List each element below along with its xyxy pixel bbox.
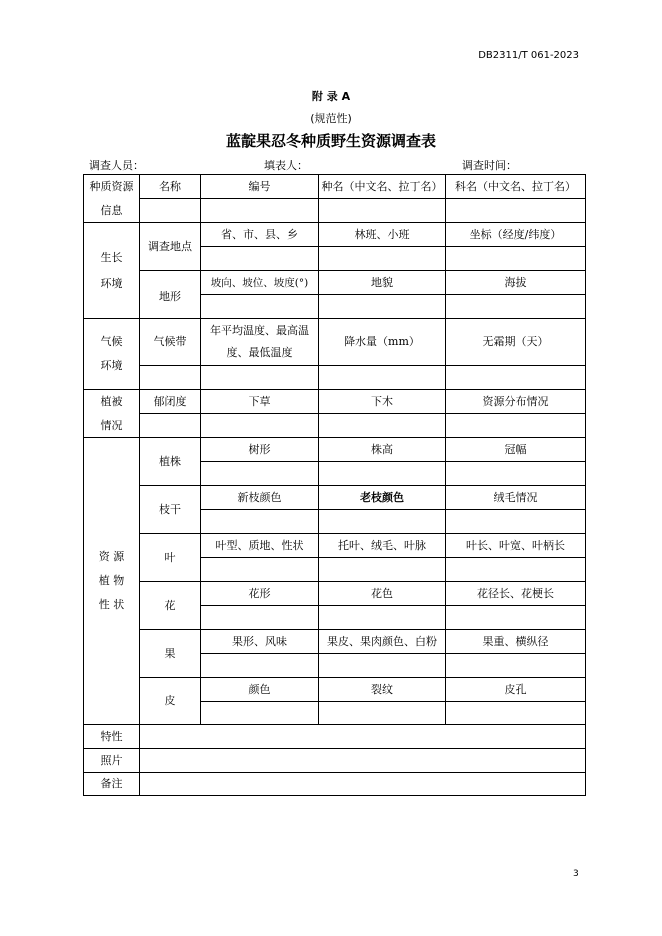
terrain-slope-label: 坡向、坡位、坡度(°) <box>200 270 318 294</box>
plant-traits-label: 资 源 植 物 性 状 <box>83 437 139 724</box>
bark-pore-label: 皮孔 <box>445 677 586 701</box>
col-number-header: 编号 <box>200 174 318 198</box>
terrain-label: 地形 <box>139 270 200 318</box>
flower-size-label: 花径长、花梗长 <box>445 581 586 605</box>
flower-size-value[interactable] <box>445 605 586 629</box>
flower-label: 花 <box>139 581 200 629</box>
branch-old-label: 老枝颜色 <box>318 485 445 509</box>
terrain-altitude-value[interactable] <box>445 294 586 318</box>
col-family-header: 科名（中文名、拉丁名） <box>445 174 586 198</box>
canopy-label: 郁闭度 <box>139 389 200 413</box>
document-code: DB2311/T 061-2023 <box>478 50 579 61</box>
vegetation-label: 植被 情况 <box>83 389 139 437</box>
filler-label: 填表人： <box>264 159 308 172</box>
survey-table <box>83 174 586 796</box>
climate-zone-label: 气候带 <box>139 318 200 365</box>
flower-shape-value[interactable] <box>200 605 318 629</box>
climate-frost-label: 无霜期（天） <box>445 318 586 365</box>
bark-color-label: 颜色 <box>200 677 318 701</box>
flower-color-value[interactable] <box>318 605 445 629</box>
remark-label: 备注 <box>83 772 139 796</box>
site-coord-label: 坐标（经度/纬度） <box>445 222 586 246</box>
fruit-weight-label: 果重、横纵径 <box>445 629 586 653</box>
name-value-cell[interactable] <box>139 198 200 222</box>
survey-time-label: 调查时间： <box>462 159 517 172</box>
page-number: 3 <box>573 869 579 879</box>
photo-label: 照片 <box>83 748 139 772</box>
survey-site-label: 调查地点 <box>139 222 200 270</box>
bark-label: 皮 <box>139 677 200 724</box>
branch-label: 枝干 <box>139 485 200 533</box>
climate-rain-value[interactable] <box>318 365 445 389</box>
leaf-type-label: 叶型、质地、性状 <box>200 533 318 557</box>
species-value-cell[interactable] <box>318 198 445 222</box>
climate-temp-label: 年平均温度、最高温 度、最低温度 <box>200 318 318 365</box>
flower-shape-label: 花形 <box>200 581 318 605</box>
feature-value[interactable] <box>139 724 586 748</box>
plant-shape-label: 树形 <box>200 437 318 461</box>
fruit-shape-label: 果形、风味 <box>200 629 318 653</box>
distribution-value[interactable] <box>445 413 586 437</box>
germplasm-info-label: 种质资源信息 <box>83 174 139 222</box>
under-wood-label: 下木 <box>318 389 445 413</box>
leaf-label: 叶 <box>139 533 200 581</box>
plant-height-label: 株高 <box>318 437 445 461</box>
plant-shape-value[interactable] <box>200 461 318 485</box>
fruit-label: 果 <box>139 629 200 677</box>
leaf-stipule-label: 托叶、绒毛、叶脉 <box>318 533 445 557</box>
leaf-size-label: 叶长、叶宽、叶柄长 <box>445 533 586 557</box>
climate-zone-value[interactable] <box>139 365 200 389</box>
under-grass-label: 下草 <box>200 389 318 413</box>
climate-rain-label: 降水量（mm） <box>318 318 445 365</box>
investigator-label: 调查人员： <box>89 159 144 172</box>
fruit-weight-value[interactable] <box>445 653 586 677</box>
number-value-cell[interactable] <box>200 198 318 222</box>
flower-color-label: 花色 <box>318 581 445 605</box>
remark-value[interactable] <box>139 772 586 796</box>
leaf-size-value[interactable] <box>445 557 586 581</box>
site-admin-label: 省、市、县、乡 <box>200 222 318 246</box>
under-grass-value[interactable] <box>200 413 318 437</box>
branch-new-label: 新枝颜色 <box>200 485 318 509</box>
plant-height-value[interactable] <box>318 461 445 485</box>
climate-temp-value[interactable] <box>200 365 318 389</box>
plant-crown-value[interactable] <box>445 461 586 485</box>
climate-frost-value[interactable] <box>445 365 586 389</box>
photo-value[interactable] <box>139 748 586 772</box>
leaf-stipule-value[interactable] <box>318 557 445 581</box>
site-forest-value[interactable] <box>318 246 445 270</box>
plant-crown-label: 冠幅 <box>445 437 586 461</box>
bark-pore-value[interactable] <box>445 701 586 724</box>
under-wood-value[interactable] <box>318 413 445 437</box>
family-value-cell[interactable] <box>445 198 586 222</box>
branch-hair-value[interactable] <box>445 509 586 533</box>
site-admin-value[interactable] <box>200 246 318 270</box>
terrain-altitude-label: 海拔 <box>445 270 586 294</box>
growth-env-label: 生长 环境 <box>83 222 139 318</box>
distribution-label: 资源分布情况 <box>445 389 586 413</box>
terrain-slope-value[interactable] <box>200 294 318 318</box>
terrain-landform-value[interactable] <box>318 294 445 318</box>
terrain-landform-label: 地貌 <box>318 270 445 294</box>
appendix-label: 附 录 A <box>311 90 351 103</box>
bark-crack-value[interactable] <box>318 701 445 724</box>
canopy-value[interactable] <box>139 413 200 437</box>
bark-crack-label: 裂纹 <box>318 677 445 701</box>
branch-old-value[interactable] <box>318 509 445 533</box>
feature-label: 特性 <box>83 724 139 748</box>
fruit-skin-value[interactable] <box>318 653 445 677</box>
plant-label: 植株 <box>139 437 200 485</box>
page-title: 蓝靛果忍冬种质野生资源调查表 <box>225 132 436 150</box>
site-forest-label: 林班、小班 <box>318 222 445 246</box>
branch-new-value[interactable] <box>200 509 318 533</box>
col-name-header: 名称 <box>139 174 200 198</box>
fruit-skin-label: 果皮、果肉颜色、白粉 <box>318 629 445 653</box>
site-coord-value[interactable] <box>445 246 586 270</box>
branch-hair-label: 绒毛情况 <box>445 485 586 509</box>
leaf-type-value[interactable] <box>200 557 318 581</box>
fruit-shape-value[interactable] <box>200 653 318 677</box>
col-species-header: 种名（中文名、拉丁名） <box>318 174 445 198</box>
normative-label: (规范性) <box>310 112 352 125</box>
bark-color-value[interactable] <box>200 701 318 724</box>
climate-env-label: 气候 环境 <box>83 318 139 389</box>
